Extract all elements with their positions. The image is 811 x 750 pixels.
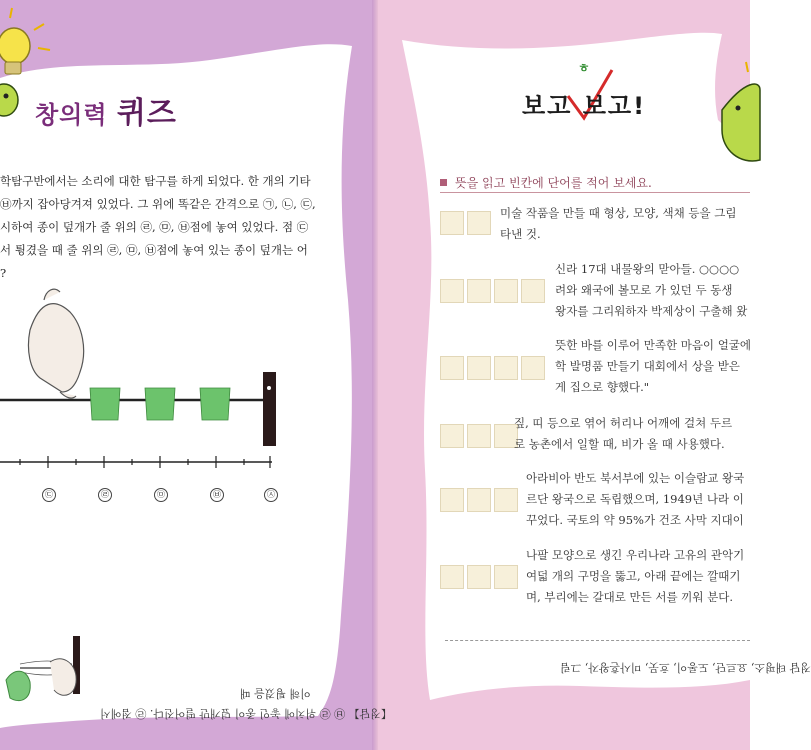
answer-box[interactable] xyxy=(467,211,491,235)
answer-box[interactable] xyxy=(467,565,491,589)
paper-flag xyxy=(90,388,230,420)
definition-line: 아라비아 반도 북서부에 있는 이슬람교 왕국 xyxy=(526,471,745,485)
green-mascot-icon-right xyxy=(722,62,760,161)
answer-box[interactable] xyxy=(440,488,464,512)
definition-line: 타낸 것. xyxy=(500,227,541,241)
left-page-title xyxy=(35,88,177,132)
instruction xyxy=(440,174,652,191)
answer-box[interactable] xyxy=(521,279,545,303)
answer-box[interactable] xyxy=(467,356,491,380)
instruction-underline xyxy=(440,192,750,193)
definition-line: 려와 왜국에 볼모로 가 있던 두 동생 xyxy=(555,283,733,297)
definition-line: 게 집으로 향했다." xyxy=(555,380,650,394)
answer-box[interactable] xyxy=(467,279,491,303)
question-line: 학탐구반에서는 소리에 대한 탐구를 하게 되었다. 한 개의 기타 xyxy=(0,174,311,188)
question-line: 시하여 종이 덮개가 줄 위의 ㉣, ㉤, ㉥점에 놓여 있었다. 점 ㉢ xyxy=(0,220,309,234)
answer-box[interactable] xyxy=(440,211,464,235)
scale-label: ㉥ xyxy=(210,488,224,502)
flipped-answer-line: 이해 튕겼을 때 xyxy=(240,687,311,700)
answer-boxes[interactable] xyxy=(440,488,518,512)
answer-boxes[interactable] xyxy=(440,565,518,589)
question-line: ? xyxy=(0,266,7,280)
answer-box[interactable] xyxy=(440,279,464,303)
instruction-text: 뜻을 읽고 빈칸에 단어를 적어 보세요. xyxy=(455,176,652,190)
definition-line: 르단 왕국으로 독립했으며, 1949년 나라 이 xyxy=(526,492,744,506)
flipped-answer-line: 【정답】 ㉥ ㉣ 위치에 놓인 종이 덮개만 떨어진다. ㉣ 점에서 xyxy=(100,707,392,720)
answer-box[interactable] xyxy=(494,279,518,303)
definition-line: 짚, 띠 등으로 엮어 허리나 어깨에 걸쳐 두르 xyxy=(514,416,733,430)
definition-line: 신라 17대 내물왕의 맏아들. ○○○○ xyxy=(555,262,740,276)
definition-line: 학 발명품 만들기 대회에서 상을 받은 xyxy=(555,359,740,373)
question-line: ㉥까지 잡아당겨져 있었다. 그 위에 똑같은 간격으로 ㉠, ㉡, ㉢, xyxy=(0,197,316,211)
svg-text:ㅎ: ㅎ xyxy=(578,61,590,75)
title-quiz: 퀴즈 xyxy=(116,96,177,131)
question-line: 서 튕겼을 때 줄 위의 ㉣, ㉤, ㉥점에 놓여 있는 종이 덮개는 어 xyxy=(0,243,308,257)
answer-box[interactable] xyxy=(467,488,491,512)
answer-boxes[interactable] xyxy=(440,279,545,303)
answer-box[interactable] xyxy=(494,356,518,380)
answer-box[interactable] xyxy=(494,488,518,512)
scale-label: ㉦ xyxy=(264,488,278,502)
definition-line: 꾸었다. 국토의 약 95%가 건조 사막 지대이 xyxy=(526,513,744,527)
definition-line: 왕자를 그리워하자 박제상이 구출해 왔 xyxy=(555,304,748,318)
definition-line: 며, 부리에는 갈대로 만든 서를 끼워 분다. xyxy=(526,590,733,604)
dashed-divider xyxy=(445,640,750,641)
definition-line: 나팔 모양으로 생긴 우리나라 고유의 관악기 xyxy=(526,548,745,562)
answer-boxes[interactable] xyxy=(440,356,545,380)
answer-box[interactable] xyxy=(467,424,491,448)
scale-label: ㉢ xyxy=(42,488,56,502)
scale-label: ㉤ xyxy=(154,488,168,502)
answer-box[interactable] xyxy=(521,356,545,380)
answer-box[interactable] xyxy=(440,424,464,448)
scale-label: ㉣ xyxy=(98,488,112,502)
answer-boxes[interactable] xyxy=(440,424,518,448)
definition-line: 미술 작품을 만들 때 형상, 모양, 색채 등을 그림 xyxy=(500,206,737,220)
answer-box[interactable] xyxy=(440,565,464,589)
bullet-square-icon xyxy=(440,179,447,186)
definition-line: 로 농촌에서 일할 때, 비가 올 때 사용했다. xyxy=(514,437,725,451)
right-page-title: 보고 보고! xyxy=(522,92,647,120)
title-prefix: 창의력 xyxy=(35,101,108,129)
answer-box[interactable] xyxy=(494,565,518,589)
definition-line: 여덟 개의 구멍을 뚫고, 아래 끝에는 깔때기 xyxy=(526,569,741,583)
answer-boxes[interactable] xyxy=(440,211,491,235)
answer-box[interactable] xyxy=(440,356,464,380)
definition-line: 뜻한 바를 이루어 만족한 마음이 얼굴에 xyxy=(555,338,752,352)
light-bulb-icon xyxy=(0,8,50,74)
flipped-answer-line: 정답 태평소, 요르단, 도롱이, 흐뭇, 미사흔왕자, 그림 xyxy=(560,661,811,674)
